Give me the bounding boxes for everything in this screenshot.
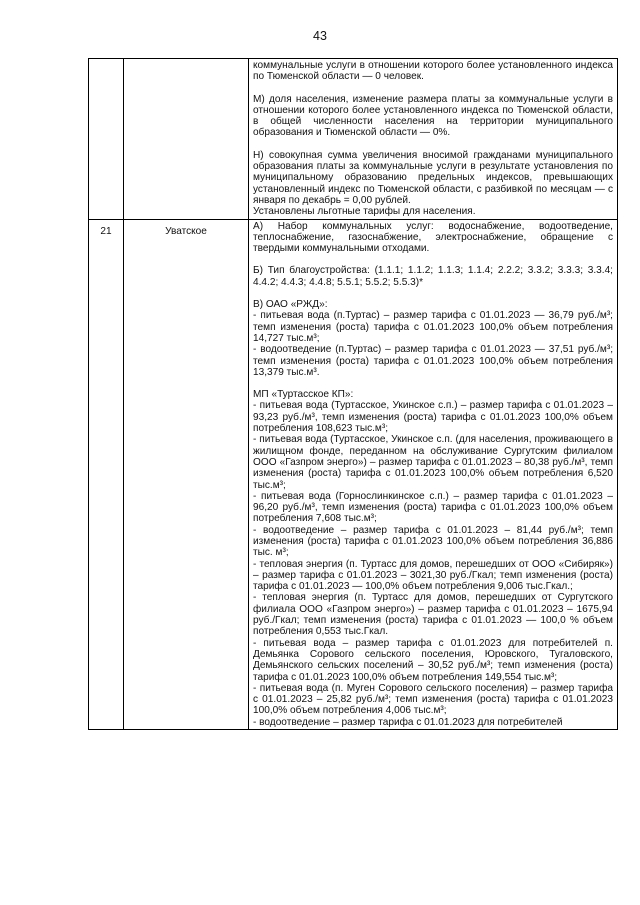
table-row: [89, 59, 618, 220]
text-paragraph: Установлены льготные тарифы для населения.: [253, 206, 476, 218]
text-paragraph: - питьевая вода – размер тарифа с 01.01.2023 для потребителей п. Демьянка Сорового сельского поселения, Юровского, Тугаловского, Демьянского сельских поселений – 30,52 руб./м³; темп изменения (роста) тарифа с 01.01.2023 100,0% объем потребления 149,554 тыс.м³;: [253, 637, 613, 683]
page-number: 43: [313, 29, 327, 43]
text-paragraph: М) доля населения, изменение размера платы за коммунальные услуги в отношении которого более установленного индекса по Тюменской области, в общей численности населения на территории муниципального образования и Тюменской области — 0%.: [253, 93, 613, 139]
text-paragraph: - питьевая вода (п. Муген Сорового сельского поселения) – размер тарифа с 01.01.2023 – 25,82 руб./м³; темп изменения (роста) тарифа с 01.01.2023 100,0% объем потребления 4,006 тыс.м³;: [253, 682, 613, 717]
text-paragraph: - водоотведение – размер тарифа с 01.01.2023 для потребителей: [253, 716, 563, 728]
text-paragraph: - водоотведение (п.Туртас) – размер тарифа с 01.01.2023 — 37,51 руб./м³; темп изменения (роста) тарифа с 01.01.2023 100,0% объем потребления 13,379 тыс.м³.: [253, 344, 613, 378]
municipality-name-cell: [124, 59, 249, 220]
row-number-cell: [89, 59, 124, 220]
text-paragraph: - водоотведение – размер тарифа с 01.01.2023 – 81,44 руб./м³; темп изменения (роста) тарифа с 01.01.2023 100,0% объем потребления 36,886 тыс. м³;: [253, 524, 613, 559]
paragraph-spacer: [253, 254, 613, 265]
paragraph-spacer: [253, 378, 613, 389]
text-paragraph: - питьевая вода (п.Туртас) – размер тарифа с 01.01.2023 — 36,79 руб./м³; темп изменения (роста) тарифа с 01.01.2023 100,0% объем потребления 14,727 тыс.м³;: [253, 310, 613, 344]
description-cell: [249, 219, 618, 729]
municipality-name-cell: Уватское: [124, 219, 249, 729]
paragraph-spacer: [253, 139, 613, 150]
text-paragraph: - питьевая вода (Туртасское, Укинское с.п. (для населения, проживающего в жилищном фонде, переданном на обслуживание Сургутским филиалом ООО «Газпром энерго») – размер тарифа с 01.01.2023 – 80,38 руб./м³, темп изменения (роста) тарифа с 01.01.2023 100,0% объем потребления 6,520 тыс.м³;: [253, 434, 613, 491]
text-paragraph: - питьевая вода (Туртасское, Укинское с.п.) – размер тарифа с 01.01.2023 – 93,23 руб./м³, темп изменения (роста) тарифа с 01.01.2023 100,0% объем потребления 108,623 тыс.м³;: [253, 400, 613, 435]
table-row: [89, 219, 618, 729]
text-paragraph: Б) Тип благоустройства: (1.1.1; 1.1.2; 1.1.3; 1.1.4; 2.2.2; 3.3.2; 3.3.3; 3.3.4; 4.4.2; 4.4.3; 4.4.8; 5.5.1; 5.5.2; 5.5.3)*: [253, 265, 613, 288]
text-paragraph: коммунальные услуги в отношении которого более установленного индекса по Тюменской области — 0 человек.: [253, 60, 613, 83]
text-paragraph: - питьевая вода (Горнослинкинское с.п.) – размер тарифа с 01.01.2023 – 96,20 руб./м³, темп изменения (роста) тарифа с 01.01.2023 100,0% объем потребления 7,608 тыс.м³;: [253, 490, 613, 525]
text-paragraph: МП «Туртасское КП»:: [253, 389, 354, 401]
document-table: [88, 58, 618, 730]
text-paragraph: А) Набор коммунальных услуг: водоснабжение, водоотведение, теплоснабжение, газоснабжение, электроснабжение, обращение с твердыми коммунальными отходами.: [253, 220, 613, 255]
text-paragraph: - тепловая энергия (п. Туртасс для домов, перешедших от Сургутского филиала ООО «Газпром энерго») – размер тарифа с 01.01.2023 – 1675,94 руб./Гкал; темп изменения (роста) тарифа с 01.01.2023 — 100,0 % объем потребления 0,553 тыс.Гкал.: [253, 592, 613, 638]
text-paragraph: В) ОАО «РЖД»:: [253, 299, 328, 311]
row-number-cell: 21: [89, 219, 124, 729]
text-paragraph: Н) совокупная сумма увеличения вносимой гражданами муниципального образования платы за коммунальные услуги в результате установления по муниципальному образованию предельных индексов, превышающих установленный индекс по Тюменской области, с разбивкой по месяцам — с января по декабрь = 0,00 рублей.: [253, 149, 613, 206]
text-paragraph: - тепловая энергия (п. Туртасс для домов, перешедших от ООО «Сибиряк») – размер тарифа с 01.01.2023 – 3021,30 руб./Гкал; темп изменения (роста) тарифа с 01.01.2023 — 100,0% объем потребления 9,006 тыс.Гкал.;: [253, 558, 613, 593]
paragraph-spacer: [253, 83, 613, 94]
paragraph-spacer: [253, 288, 613, 299]
description-cell: [249, 59, 618, 220]
